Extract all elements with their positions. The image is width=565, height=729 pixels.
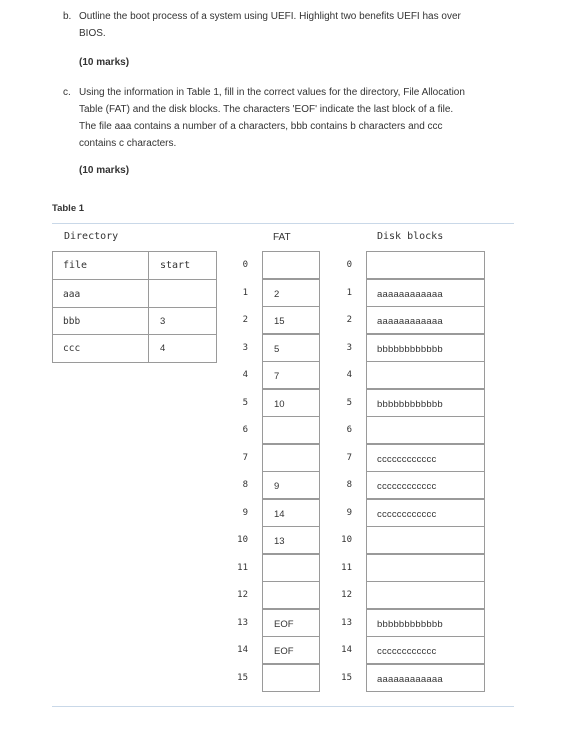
table-top-rule xyxy=(52,223,514,224)
fat-cell xyxy=(262,636,320,664)
disk-block-cell xyxy=(366,361,485,389)
disk-block-value: aaaaaaaaaaaa xyxy=(377,289,443,300)
fat-cell xyxy=(262,609,320,637)
fat-cell xyxy=(262,389,320,417)
fat-block-index: 13 xyxy=(237,618,248,628)
fat-block-index: 0 xyxy=(242,260,248,270)
directory-row-file: aaa xyxy=(63,289,81,300)
fat-block-index: 8 xyxy=(242,480,248,490)
disk-block-cell xyxy=(366,471,485,499)
fat-block-index: 3 xyxy=(242,343,248,353)
fat-cell-value: 14 xyxy=(274,509,285,520)
disk-block-cell xyxy=(366,664,485,692)
fat-cell xyxy=(262,334,320,362)
fat-block-index: 1 xyxy=(242,288,248,298)
disk-block-cell xyxy=(366,334,485,362)
fat-cell xyxy=(262,361,320,389)
disk-block-index: 3 xyxy=(346,343,352,353)
disk-block-index: 14 xyxy=(341,645,352,655)
disk-block-value: aaaaaaaaaaaa xyxy=(377,674,443,685)
disk-block-value: cccccccccccc xyxy=(377,509,437,520)
fat-block-index: 5 xyxy=(242,398,248,408)
disk-block-index: 12 xyxy=(341,590,352,600)
disk-block-cell xyxy=(366,251,485,279)
fat-cell xyxy=(262,444,320,472)
fat-cell-value: 13 xyxy=(274,536,285,547)
fat-block-index: 11 xyxy=(237,563,248,573)
directory-col-start: start xyxy=(160,260,191,271)
fat-cell xyxy=(262,251,320,279)
directory-header: Directory xyxy=(64,231,119,242)
disk-block-index: 0 xyxy=(346,260,352,270)
disk-block-cell xyxy=(366,636,485,664)
question-c-marks: (10 marks) xyxy=(79,165,130,176)
fat-cell-value: 5 xyxy=(274,344,280,355)
fat-cell xyxy=(262,499,320,527)
question-b-line-2: BIOS. xyxy=(79,28,106,39)
directory-table xyxy=(52,251,217,363)
disk-block-cell xyxy=(366,526,485,554)
question-c-label: c. xyxy=(63,87,71,98)
disk-block-cell xyxy=(366,581,485,609)
fat-cell xyxy=(262,526,320,554)
disk-block-index: 8 xyxy=(346,480,352,490)
disk-block-index: 4 xyxy=(346,370,352,380)
disk-block-index: 11 xyxy=(341,563,352,573)
directory-row-start: 4 xyxy=(160,343,166,354)
disk-block-cell xyxy=(366,389,485,417)
disk-block-value: cccccccccccc xyxy=(377,646,437,657)
disk-block-value: bbbbbbbbbbbb xyxy=(377,344,443,355)
disk-block-value: bbbbbbbbbbbb xyxy=(377,619,443,630)
fat-block-index: 10 xyxy=(237,535,248,545)
disk-block-value: bbbbbbbbbbbb xyxy=(377,399,443,410)
disk-block-cell xyxy=(366,279,485,307)
fat-cell-value: 15 xyxy=(274,316,285,327)
disk-block-value: aaaaaaaaaaaa xyxy=(377,316,443,327)
disk-block-index: 2 xyxy=(346,315,352,325)
fat-block-index: 9 xyxy=(242,508,248,518)
table-bottom-rule xyxy=(52,706,514,707)
disk-block-index: 10 xyxy=(341,535,352,545)
disk-block-index: 1 xyxy=(346,288,352,298)
disk-block-index: 6 xyxy=(346,425,352,435)
fat-cell xyxy=(262,471,320,499)
disk-block-cell xyxy=(366,499,485,527)
fat-cell-value: 10 xyxy=(274,399,285,410)
directory-row-start: 3 xyxy=(160,316,166,327)
fat-block-index: 2 xyxy=(242,315,248,325)
question-b-line-1: Outline the boot process of a system using UEFI. Highlight two benefits UEFI has over xyxy=(79,11,461,22)
disk-block-index: 13 xyxy=(341,618,352,628)
question-c-line-1: Using the information in Table 1, fill in the correct values for the directory, File Allocation xyxy=(79,87,465,98)
fat-cell xyxy=(262,306,320,334)
fat-cell-value: 2 xyxy=(274,289,280,300)
fat-cell-value: 7 xyxy=(274,371,280,382)
question-b-marks: (10 marks) xyxy=(79,57,130,68)
directory-col-file: file xyxy=(63,260,88,271)
fat-cell xyxy=(262,279,320,307)
disk-block-cell xyxy=(366,554,485,582)
disk-block-cell xyxy=(366,609,485,637)
question-c-line-3: The file aaa contains a number of a characters, bbb contains b characters and ccc xyxy=(79,121,443,132)
disk-block-value: cccccccccccc xyxy=(377,481,437,492)
question-b-label: b. xyxy=(63,11,72,22)
directory-row-file: bbb xyxy=(63,316,81,327)
disk-block-index: 9 xyxy=(346,508,352,518)
fat-cell xyxy=(262,416,320,444)
disk-block-index: 5 xyxy=(346,398,352,408)
directory-row-file: ccc xyxy=(63,343,81,354)
fat-block-index: 4 xyxy=(242,370,248,380)
question-c-line-2: Table (FAT) and the disk blocks. The characters 'EOF' indicate the last block of a file. xyxy=(79,104,454,115)
fat-header: FAT xyxy=(273,232,291,243)
fat-block-index: 14 xyxy=(237,645,248,655)
disk-block-cell xyxy=(366,444,485,472)
question-c-line-4: contains c characters. xyxy=(79,138,177,149)
fat-cell-value: EOF xyxy=(274,646,294,657)
disk-block-cell xyxy=(366,416,485,444)
fat-cell xyxy=(262,581,320,609)
disk-block-index: 7 xyxy=(346,453,352,463)
fat-block-index: 15 xyxy=(237,673,248,683)
fat-cell xyxy=(262,554,320,582)
fat-cell-value: EOF xyxy=(274,619,294,630)
fat-block-index: 12 xyxy=(237,590,248,600)
fat-block-index: 6 xyxy=(242,425,248,435)
fat-cell xyxy=(262,664,320,692)
disk-block-value: cccccccccccc xyxy=(377,454,437,465)
disk-block-index: 15 xyxy=(341,673,352,683)
fat-block-index: 7 xyxy=(242,453,248,463)
fat-cell-value: 9 xyxy=(274,481,280,492)
table-caption: Table 1 xyxy=(52,203,85,214)
disk-blocks-header: Disk blocks xyxy=(377,231,444,242)
disk-block-cell xyxy=(366,306,485,334)
